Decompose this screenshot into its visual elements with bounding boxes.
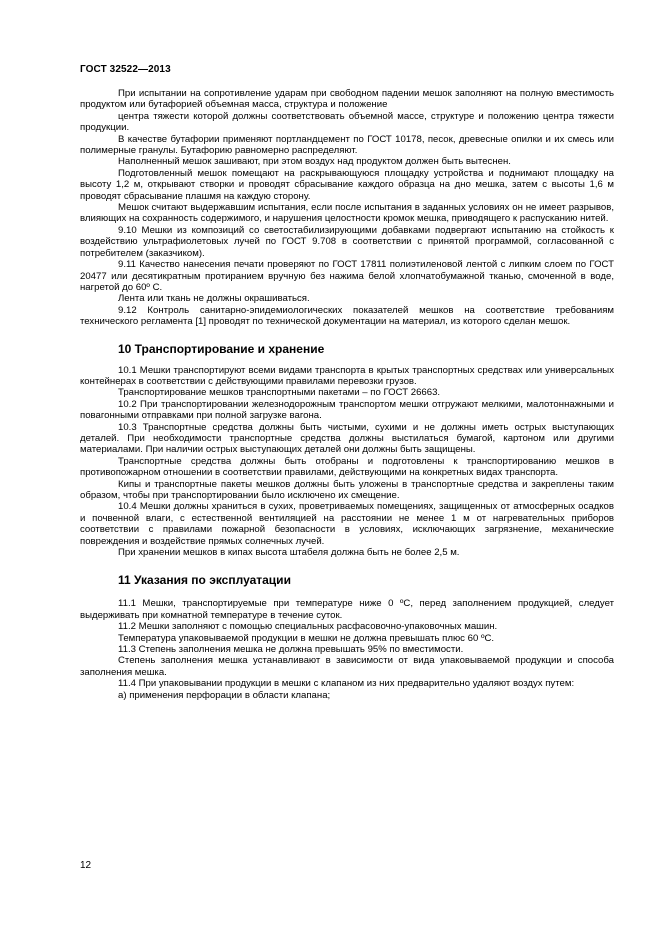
paragraph: Степень заполнения мешка устанавливают в зависимости от вида упаковываемой продукции и способа заполнения мешка. bbox=[80, 655, 614, 678]
section-11-heading: 11 Указания по эксплуатации bbox=[118, 573, 291, 588]
paragraph: Транспортирование мешков транспортными пакетами – по ГОСТ 26663. bbox=[118, 387, 441, 399]
paragraph-9-12: 9.12 Контроль санитарно-эпидемиологических показателей мешков на соответствие требованиям технического регламента [1] проводят по технической документации на материал, из которого сделан мешок. bbox=[80, 304, 614, 328]
paragraph: Подготовленный мешок помещают на раскрывающуюся площадку устройства и поднимают площадку на высоту 1,2 м, открывают створки и проводят сбрасывание каждого образца на дно мешка, затем с высоты 1,6 м проводят сбрасывание плашмя на каждую сторону. bbox=[80, 167, 614, 202]
paragraph-11-2: 11.2 Мешки заполняют с помощью специальных расфасовочно-упаковочных машин. bbox=[118, 621, 498, 633]
paragraph: Лента или ткань не должны окрашиваться. bbox=[118, 293, 310, 305]
section-10-heading: 10 Транспортирование и хранение bbox=[118, 341, 325, 356]
paragraph: При хранении мешков в кипах высота штабеля должна быть не более 2,5 м. bbox=[118, 547, 460, 559]
paragraph-9-11: 9.11 Качество нанесения печати проверяют по ГОСТ 17811 полиэтиленовой лентой с липким слоем по ГОСТ 20477 или десятикратным протиранием вручную без нажима белой хлопчатобумажной тканью, смоченной в воде, нагретой до 60º С. bbox=[80, 259, 614, 293]
paragraph: При испытании на сопротивление ударам при свободном падении мешок заполняют на полную вместимость продуктом или бутафорией объемная масса, структура и положение bbox=[80, 88, 614, 111]
paragraph: Мешок считают выдержавшим испытания, если после испытания в заданных условиях он не имеет разрывов, влияющих на сохранность содержимого, и нарушения целостности кромок мешка, приводящего к распусканию нитей. bbox=[80, 202, 614, 225]
paragraph: В качестве бутафории применяют портландцемент по ГОСТ 10178, песок, древесные опилки и их смесь или полимерные гранулы. Бутафорию равномерно распределяют. bbox=[80, 133, 614, 157]
page-number: 12 bbox=[80, 860, 92, 871]
paragraph-10-4: 10.4 Мешки должны храниться в сухих, проветриваемых помещениях, защищенных от атмосферных осадков и почвенной влаги, с естественной вентиляцией на расстоянии не менее 1 м от нагревательных приборов соответствии с правилами пожарной безопасности в условиях, исключающих загрязнение, механические повреждения и воздействие прямых солнечных лучей. bbox=[80, 501, 614, 547]
paragraph: Наполненный мешок зашивают, при этом воздух над продуктом должен быть вытеснен. bbox=[118, 156, 511, 168]
paragraph-10-1: 10.1 Мешки транспортируют всеми видами транспорта в крытых транспортных средствах или универсальных контейнерах в соответствии с действующими правилами перевозки грузов. bbox=[80, 364, 614, 387]
paragraph: Кипы и транспортные пакеты мешков должны быть уложены в транспортные средства и закреплены таким образом, чтобы при транспортировании было исключено их смещение. bbox=[80, 478, 614, 501]
paragraph: Транспортные средства должны быть отобраны и подготовлены к транспортированию мешков в противопожарном отношении в соответствии правилами, действующими на конкретных видах транспорта. bbox=[80, 455, 614, 479]
document-header: ГОСТ 32522—2013 bbox=[80, 64, 171, 75]
paragraph: Температура упаковываемой продукции в мешки не должна превышать плюс 60 ºС. bbox=[118, 632, 495, 644]
paragraph-10-2: 10.2 При транспортировании железнодорожным транспортом мешки отгружают мелкими, малотоннажными и повагонными отправками при полной загрузке вагона. bbox=[80, 398, 614, 422]
document-body bbox=[80, 88, 614, 701]
paragraph-11-3: 11.3 Степень заполнения мешка не должна превышать 95% по вместимости. bbox=[118, 644, 464, 656]
paragraph-11-1: 11.1 Мешки, транспортируемые при температуре ниже 0 ºС, перед заполнением продукцией, следует выдерживать при комнатной температуре в течение суток. bbox=[80, 598, 614, 621]
paragraph-9-10: 9.10 Мешки из композиций со светостабилизирующими добавками подвергают испытанию на стойкость к воздействию ультрафиолетовых лучей по ГОСТ 9.708 в соответствии с принятой программой, согласованной с потребителем (заказчиком). bbox=[80, 224, 614, 259]
paragraph-10-3: 10.3 Транспортные средства должны быть чистыми, сухими и не должны иметь острых выступающих деталей. При необходимости транспортные средства должны выстилаться бумагой, картоном или другими материалами. При наличии острых выступающих деталей они должны быть защищены. bbox=[80, 421, 614, 456]
list-item: а) применения перфорации в области клапана; bbox=[118, 689, 331, 701]
paragraph-11-4: 11.4 При упаковывании продукции в мешки с клапаном из них предварительно удаляют воздух путем: bbox=[118, 678, 575, 690]
paragraph: центра тяжести которой должны соответствовать объемной массе, структуре и положению центра тяжести продукции. bbox=[80, 110, 614, 134]
